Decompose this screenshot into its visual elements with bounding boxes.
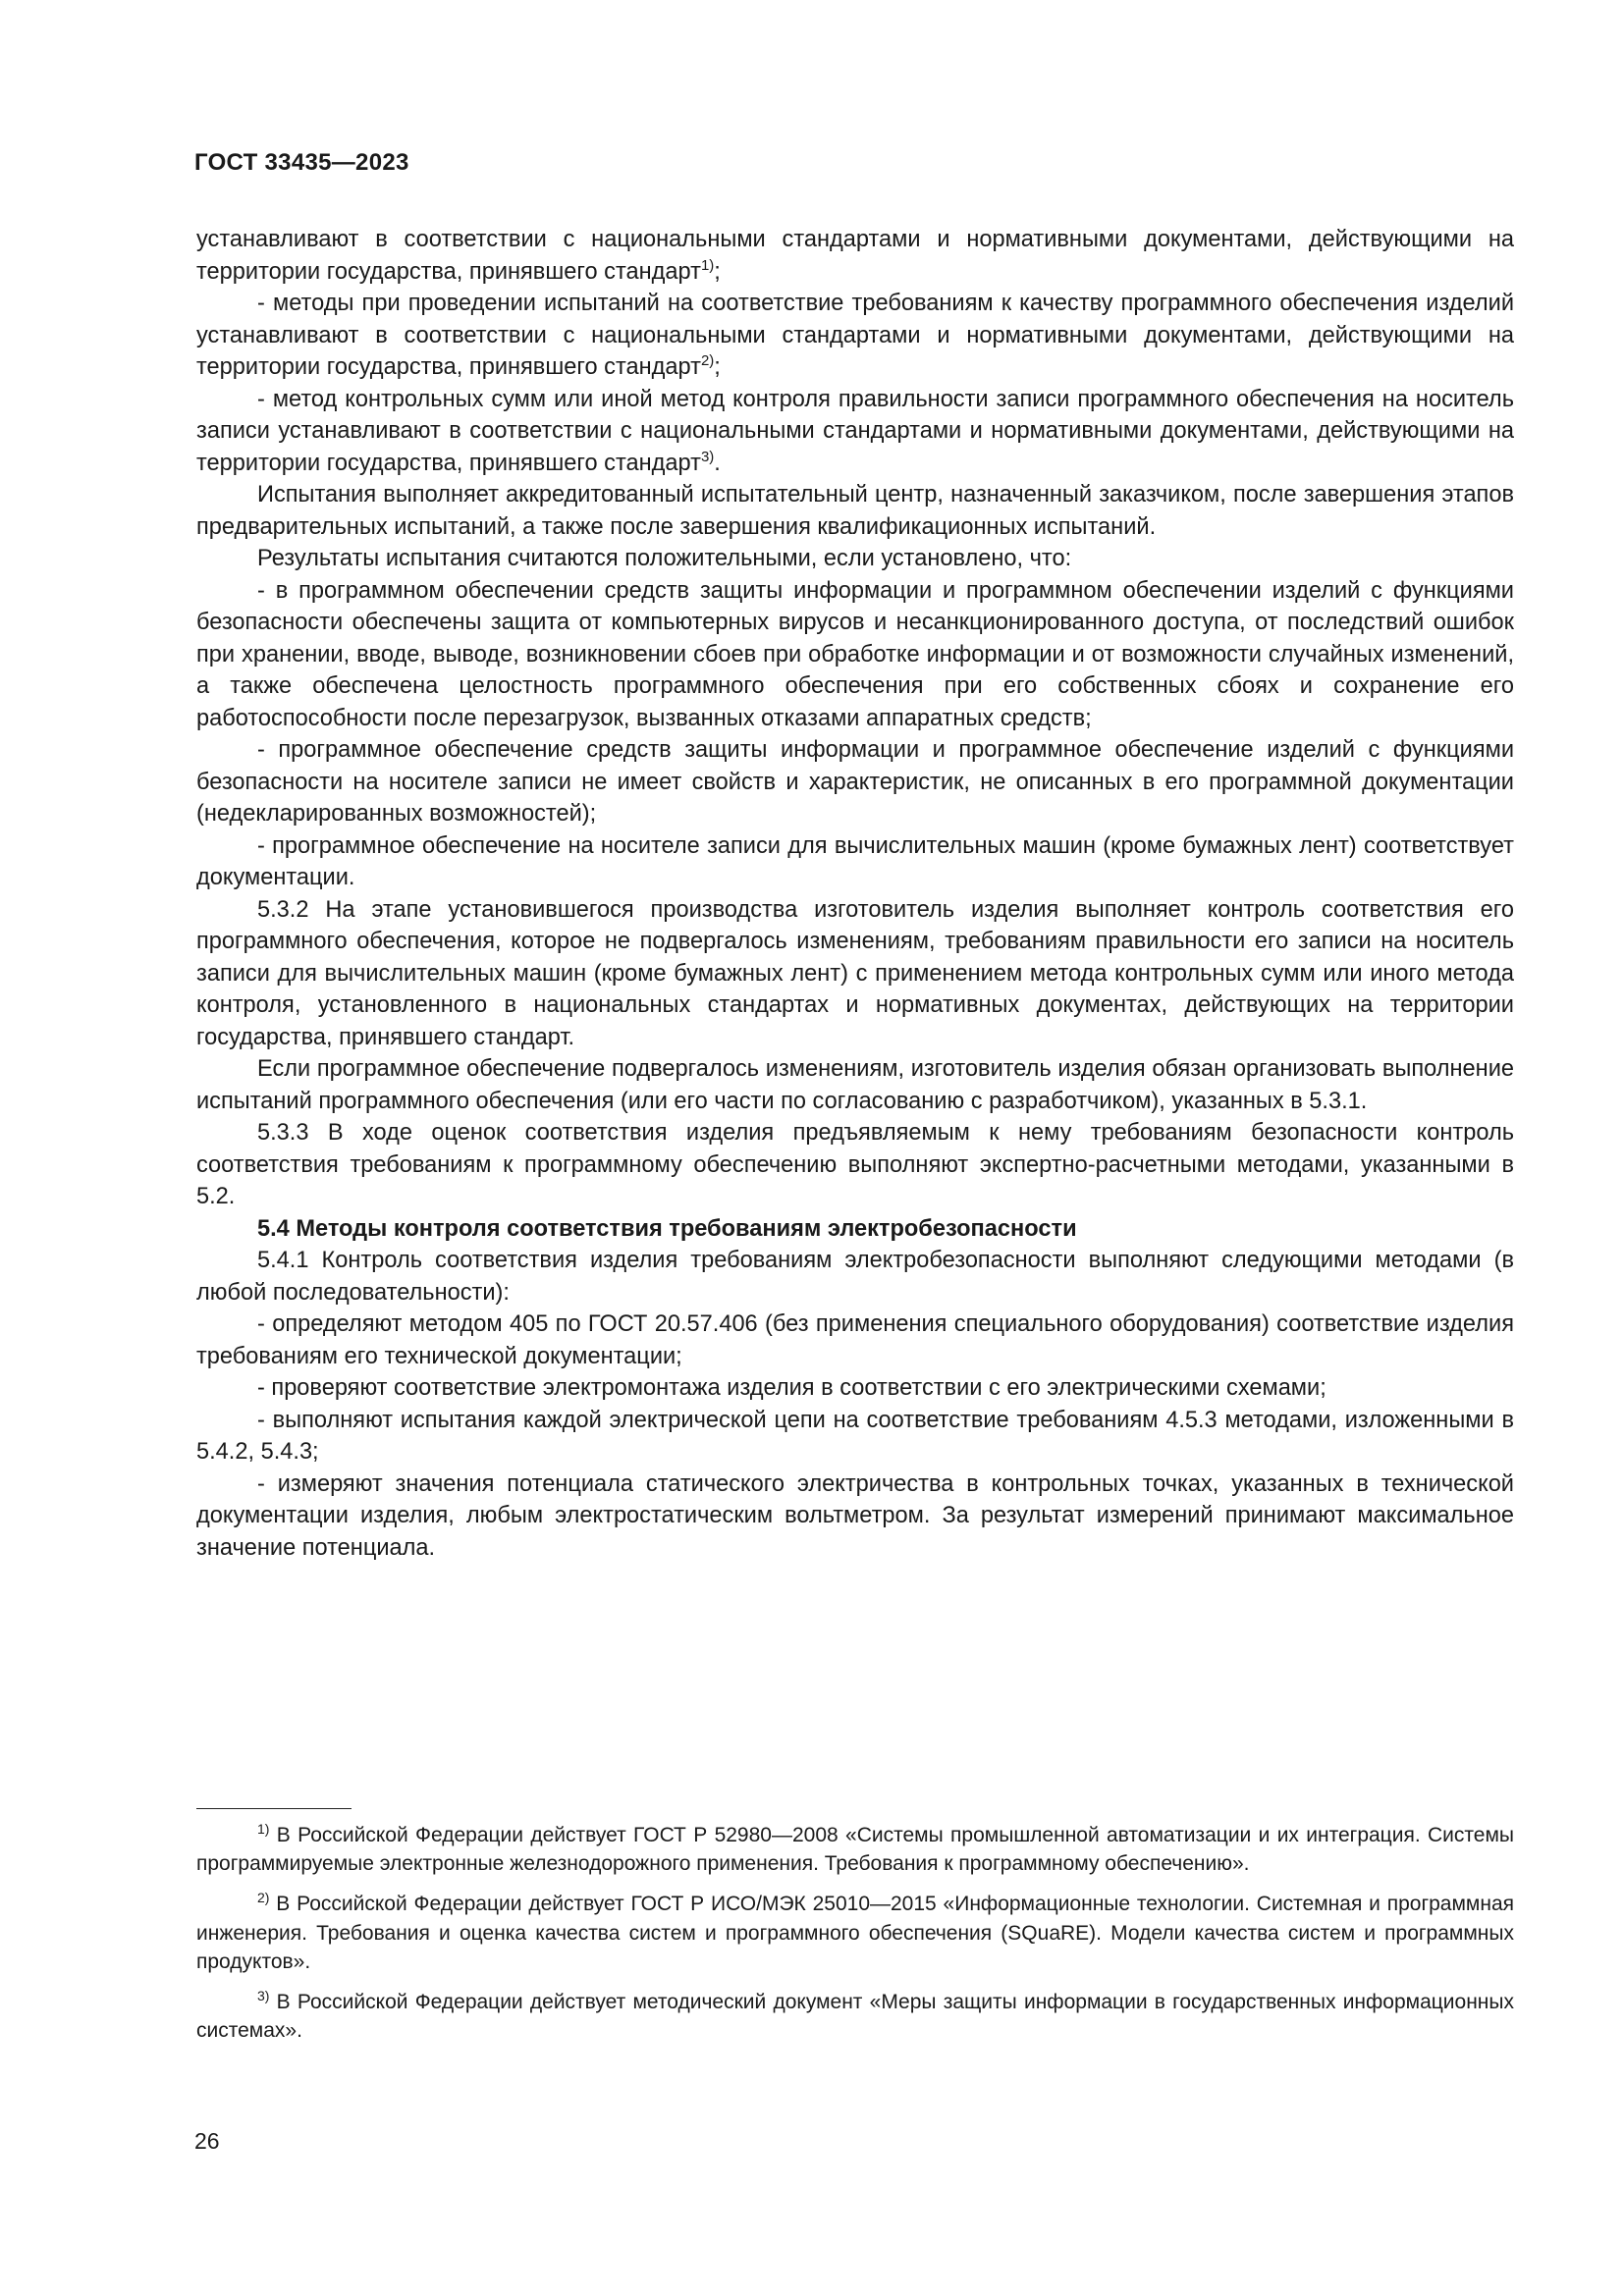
clause-5-4-1: 5.4.1 Контроль соответствия изделия требованиям электробезопасности выполняют следующими методами (в любой последовательности): [196,1248,1514,1306]
footnote-ref[interactable]: 2) [700,352,715,369]
list-item: - методы при проведении испытаний на соответствие требованиям к качеству программного обеспечения изделий устанавливают в соответствии с национальными стандартами и нормативными документами, действующими на территории государства, принявшего стандарт$^{2)}$; [196,291,1514,380]
clause-5-3-3: 5.3.3 В ходе оценок соответствия изделия предъявляемым к нему требованиям безопасности контроль соответствия требованиям к программному обеспечению выполняют экспертно-расчетными методами, указанными в 5.2. [196,1120,1514,1209]
footnote-ref[interactable]: 1) [700,256,715,274]
footnote-divider [196,1808,352,1809]
page-number: 26 [194,2128,220,2154]
footnote-3: $^{3)}$ В Российской Федерации действует методический документ «Меры защиты информации в государственных информационных системах». [196,1988,1514,2043]
paragraph: Если программное обеспечение подвергалось изменениям, изготовитель изделия обязан организовать выполнение испытаний программного обеспечения (или его части по согласованию с разработчиком), указанных в 5.3.1. [196,1056,1514,1114]
paragraph: Испытания выполняет аккредитованный испытательный центр, назначенный заказчиком, после завершения этапов предварительных испытаний, а также после завершения квалификационных испытаний. [196,482,1514,540]
section-heading-5-4: 5.4 Методы контроля соответствия требованиям электробезопасности [257,1215,1077,1242]
list-item: - в программном обеспечении средств защиты информации и программном обеспечении изделий с функциями безопасности обеспечены защита от компьютерных вирусов и несанкционированного доступа, от последствий ошибок при хранении, вводе, выводе, возникновении сбоев при обработке информации и от возможности случайных изменений, а также обеспечена целостность программного обеспечения при его собственных сбоях и сохранение его работоспособности после перезагрузок, вызванных отказами аппаратных средств; [196,577,1514,731]
list-item: - программное обеспечение на носителе записи для вычислительных машин (кроме бумажных лент) соответствует документации. [196,832,1514,890]
paragraph: Результаты испытания считаются положительными, если установлено, что: [257,546,1072,571]
main-text [196,224,1514,1564]
footnotes [196,1821,1514,2056]
page-header: ГОСТ 33435—2023 [194,149,409,176]
clause-5-3-2: 5.3.2 На этапе установившегося производства изготовитель изделия выполняет контроль соответствия его программного обеспечения, которое не подвергалось изменениям, требованиям правильности его записи на носитель записи для вычислительных машин (кроме бумажных лент) с применением метода контрольных сумм или иного метода контроля, установленного в национальных стандартах и нормативных документах, действующих на территории государства, принявшего стандарт. [196,896,1514,1050]
list-item: - измеряют значения потенциала статического электричества в контрольных точках, указанных в технической документации изделия, любым электростатическим вольтметром. За результат измерений принимают максимальное значение потенциала. [196,1470,1514,1561]
list-item: - выполняют испытания каждой электрической цепи на соответствие требованиям 4.5.3 методами, изложенными в 5.4.2, 5.4.3; [196,1407,1514,1465]
list-item: - проверяют соответствие электромонтажа изделия в соответствии с его электрическими схемами; [257,1375,1326,1401]
footnote-mark: 3) [257,1988,270,2004]
footnote-ref[interactable]: 3) [700,448,715,465]
footnote-1: $^{1)}$ В Российской Федерации действует ГОСТ Р 52980—2008 «Системы промышленной автоматизации и их интеграция. Системы программируемые электронные железнодорожного применения. Требования к программному обеспечению». [196,1821,1514,1876]
list-item: - метод контрольных сумм или иной метод контроля правильности записи программного обеспечения на носитель записи устанавливают в соответствии с национальными стандартами и нормативными документами, действующими на территории государства, принявшего стандарт$^{3)}$. [196,386,1514,476]
list-item: - программное обеспечение средств защиты информации и программное обеспечение изделий с функциями безопасности на носителе записи не имеет свойств и характеристик, не описанных в его программной документации (недекларированных возможностей); [196,737,1514,827]
footnote-mark: 1) [257,1821,270,1837]
footnote-2: $^{2)}$ В Российской Федерации действует ГОСТ Р ИСО/МЭК 25010—2015 «Информационные технологии. Системная и программная инженерия. Требования и оценка качества систем и программного обеспечения (SQuaRE). Модели качества систем и программных продуктов». [196,1890,1514,1973]
list-item: - определяют методом 405 по ГОСТ 20.57.406 (без применения специального оборудования) соответствие изделия требованиям его технической документации; [196,1311,1514,1369]
footnote-mark: 2) [257,1890,270,1906]
paragraph-continuation: устанавливают в соответствии с национальными стандартами и нормативными документами, действующими на территории государства, принявшего стандарт$^{1)}$; [196,227,1514,285]
